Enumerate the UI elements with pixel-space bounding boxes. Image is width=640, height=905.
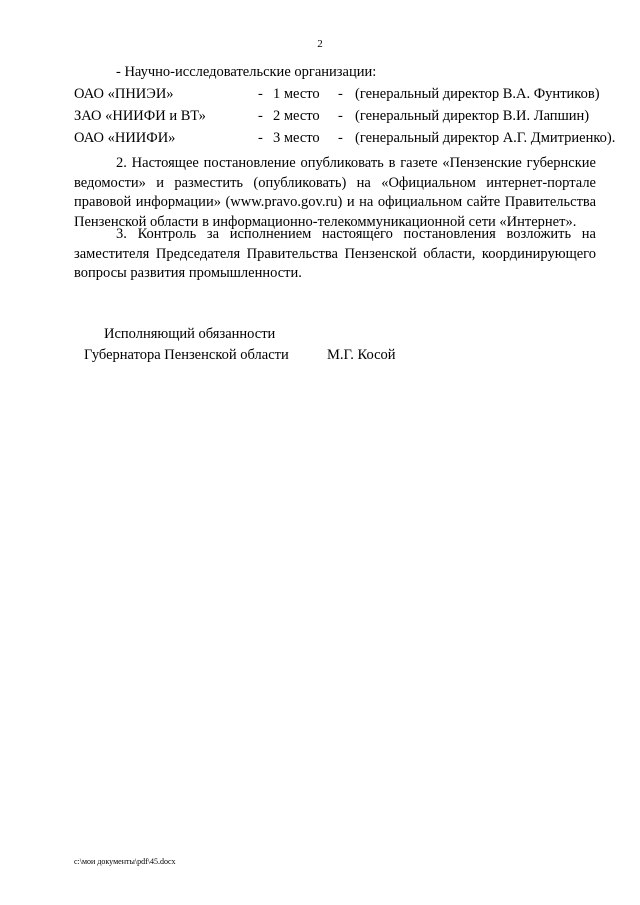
organization-name: ОАО «НИИФИ» [74,130,176,146]
organizations-list [74,86,634,152]
separator-dash: - [258,130,263,146]
separator-dash: - [338,130,343,146]
footer-file-path: c:\мои документы\pdf\45.docx [74,857,176,866]
signatory-role-line-1: Исполняющий обязанности [104,326,276,342]
organization-place: 1 место [273,86,320,102]
organization-name: ОАО «ПНИЭИ» [74,86,174,102]
section-heading: - Научно-исследовательские организации: [116,64,377,80]
organization-row [74,108,634,130]
signatory-role-line-2: Губернатора Пензенской области [84,347,289,363]
organization-name: ЗАО «НИИФИ и ВТ» [74,108,206,124]
organization-row [74,86,634,108]
page-number: 2 [317,38,323,50]
organization-place: 3 место [273,130,320,146]
paragraph-publication: 2. Настоящее постановление опубликовать в газете «Пензенские губернские ведомости» и разместить (опубликовать) на «Официальном интернет-портале правовой информации» (www.pravo.gov.ru) и на официальном сайте Правительства Пензенской области в информационно-телекоммуникационной сети «Интернет». [74,155,596,230]
organization-row [74,130,634,152]
separator-dash: - [338,108,343,124]
separator-dash: - [338,86,343,102]
organization-director: (генеральный директор В.И. Лапшин) [355,108,590,124]
organization-place: 2 место [273,108,320,124]
organization-director: (генеральный директор А.Г. Дмитриенко). [355,130,616,146]
separator-dash: - [258,86,263,102]
separator-dash: - [258,108,263,124]
signatory-name: М.Г. Косой [327,347,396,363]
organization-director: (генеральный директор В.А. Фунтиков) [355,86,600,102]
paragraph-control: 3. Контроль за исполнением настоящего постановления возложить на заместителя Председателя Правительства Пензенской области, координирующего вопросы развития промышленности. [74,226,596,281]
